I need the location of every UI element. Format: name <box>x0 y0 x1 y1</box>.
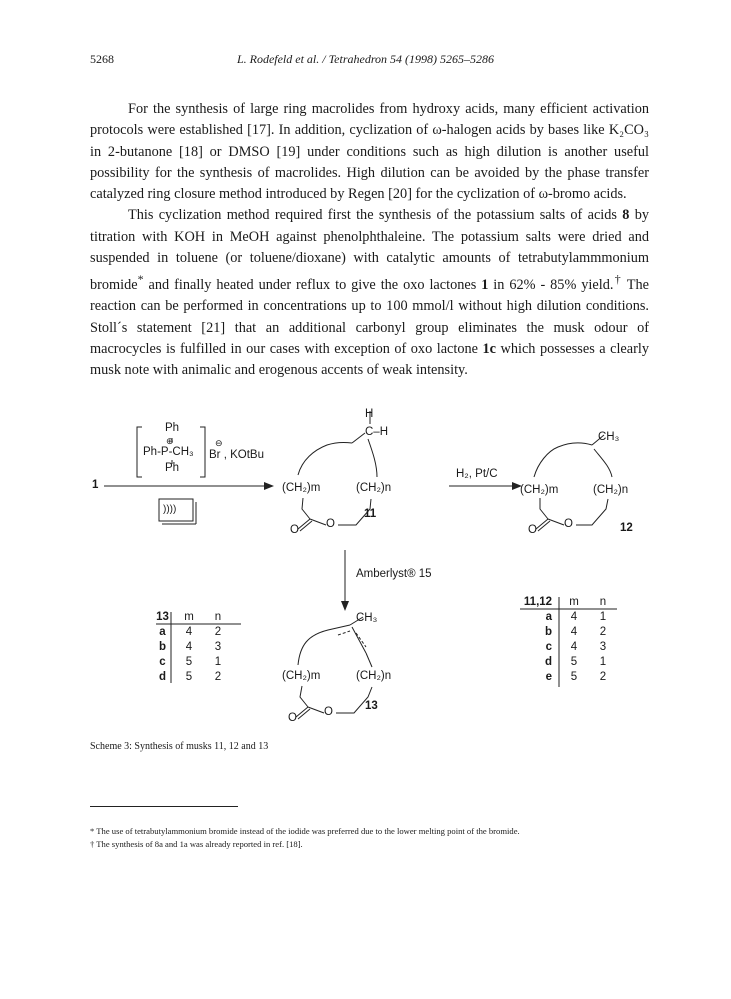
ultrasound-symbol: )))) <box>163 504 177 515</box>
footnotes <box>90 825 520 851</box>
ch2m-label: (CH₂)m <box>282 670 321 682</box>
paragraph-1: For the synthesis of large ring macrolides from hydroxy acids, many efficient activation protocols were established [17]. In addition, cyclization of ω-halogen acids by bases like K₂CO₃ in 2-butanone [18] or DMSO [19] under conditions such as high dilution is another useful possibility for the synthesis of macrolides. High dilution can be avoided by the phase transfer catalyzed ring closure method introduced by Regen [20] for the cyclization of ω-bromo acids. <box>90 101 649 203</box>
footnote-marker: † <box>613 272 623 287</box>
ch3-label: CH₃ <box>356 612 378 624</box>
plus-charge: ⊕ <box>166 436 174 446</box>
o-label: O <box>564 518 573 530</box>
paragraph-2: This cyclization method required first the synthesis of the potassium salts of acids 8 by titration with KOH in MeOH against phenolphthaleine. The potassium salts were dried and suspended in toluene (or toluene/dioxane) with catalytic amounts of tetrabutylammmonium bromide* and finally heated under reflux to give the oxo lactones 1 in 62% - 85% yield.† The reaction can be performed in concentrations up to 100 mmol/l without high dilution conditions. Stoll´s statement [21] that an additional carbonyl group eliminates the musk odour of macrocycles is fulfilled in our cases with exception of oxo lactone 1c which possesses a clearly musk note with animalic and erogenous accents of weak intensity. <box>90 207 650 379</box>
hydrogenation-reagent: H₂, Pt/C <box>456 468 498 480</box>
reagent-counterion: Br , KOtBu <box>209 449 264 461</box>
reagent-ph-bottom: Ph <box>165 462 180 474</box>
reaction-scheme <box>80 405 650 735</box>
compound-1-label: 1 <box>92 479 99 491</box>
ch-label: C–H <box>365 426 389 438</box>
o-label: O <box>324 706 333 718</box>
table-13: 13 m n a 4 2 b 4 3 c 5 1 d 5 2 <box>156 611 222 683</box>
arrow-1-head <box>264 482 274 490</box>
compound-11-label: 11 <box>364 508 377 520</box>
footnote-1: * The use of tetrabutylammonium bromide instead of the iodide was preferred due to the lower melting point of the bromide. <box>90 826 520 836</box>
ch3-label: CH₃ <box>598 431 620 443</box>
footnote-marker: * <box>137 272 144 287</box>
ch2m-label: (CH₂)m <box>520 484 559 496</box>
footnote-divider <box>90 806 238 807</box>
ch2n-label: (CH₂)n <box>593 484 629 496</box>
compound-ref: 1 <box>481 277 489 294</box>
o-label: O <box>288 712 297 724</box>
compound-ref: 8 <box>622 207 630 224</box>
o-label: O <box>326 518 335 530</box>
o-label: O <box>528 524 537 536</box>
compound-13-ring <box>296 617 372 719</box>
bracket-left <box>137 427 142 477</box>
reagent-p-line: Ph-P-CH₃ <box>143 446 194 458</box>
scheme-caption: Scheme 3: Synthesis of musks 11, 12 and 13 <box>90 741 269 752</box>
ch2m-label: (CH₂)m <box>282 482 321 494</box>
table-11-12: 11,12 m n a 4 1 b 4 2 c 4 3 d 5 1 e 5 2 <box>523 596 607 683</box>
compound-12-ring <box>534 435 612 531</box>
page-number: 5268 <box>90 52 114 66</box>
bracket-right <box>200 427 205 477</box>
minus-charge: ⊖ <box>215 438 223 448</box>
compound-12-label: 12 <box>620 522 633 534</box>
footnote-2: † The synthesis of 8a and 1a was already reported in ref. [18]. <box>90 839 303 849</box>
running-head: L. Rodefeld et al. / Tetrahedron 54 (1998) 5265–5286 <box>236 52 495 66</box>
arrow-3-head <box>341 601 349 611</box>
body-text <box>90 99 649 382</box>
compound-ref: 1c <box>482 341 497 358</box>
o-label: O <box>290 524 299 536</box>
ch2n-label: (CH₂)n <box>356 482 392 494</box>
h-label: H <box>365 408 374 420</box>
compound-13-label: 13 <box>365 700 378 712</box>
reagent-ph-top: Ph <box>165 422 180 434</box>
acid-catalyst: Amberlyst® 15 <box>356 568 432 580</box>
ch2n-label: (CH₂)n <box>356 670 392 682</box>
